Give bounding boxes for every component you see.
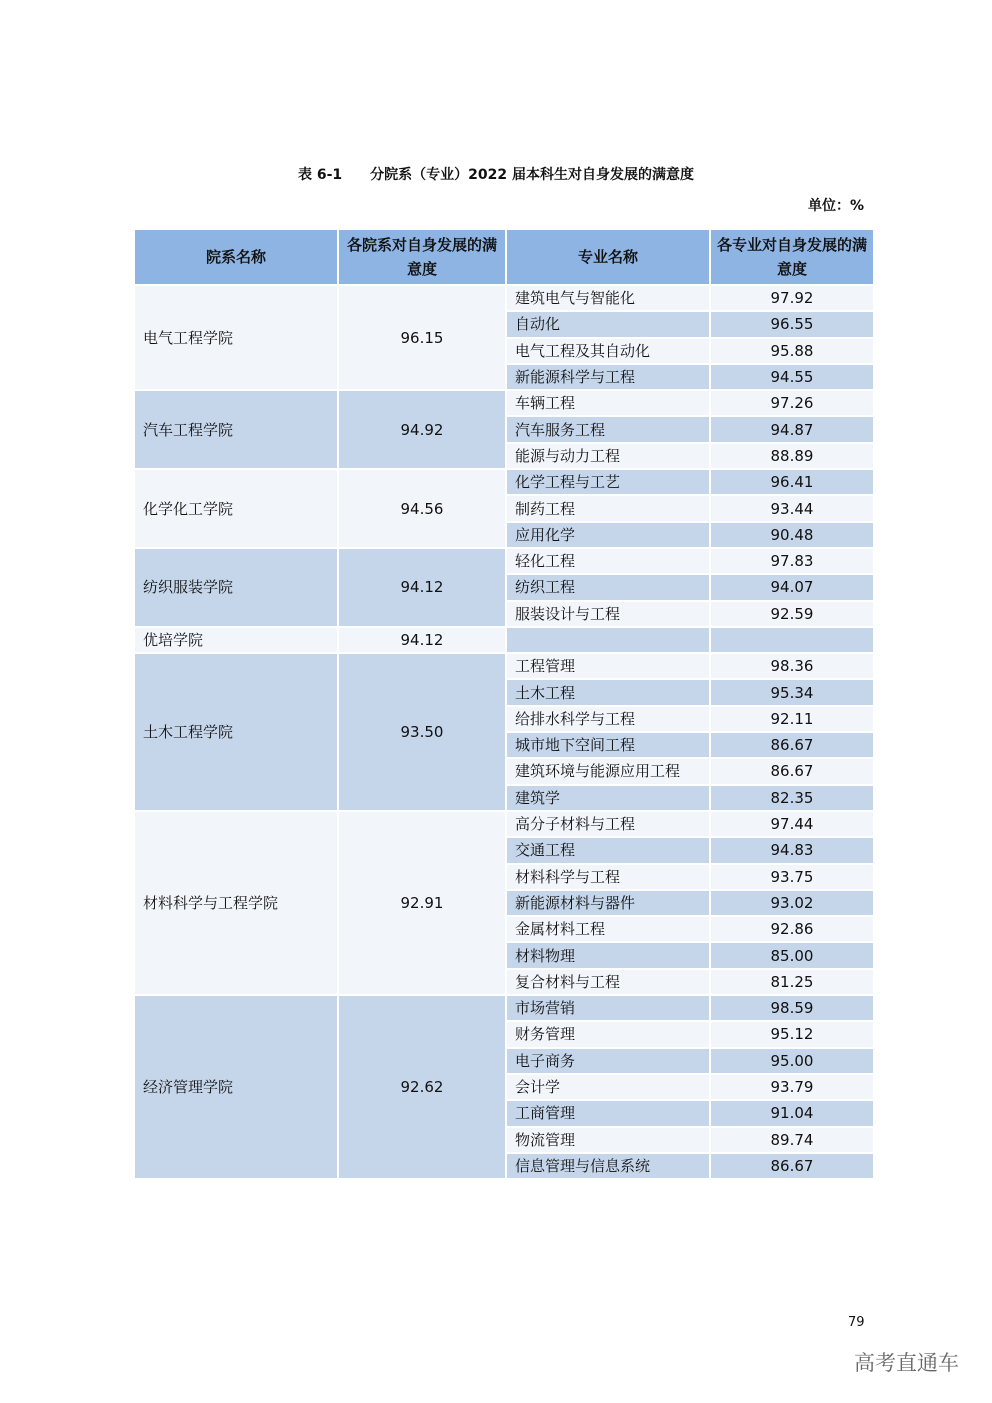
major-satisfaction-cell: 97.83 [710, 548, 874, 574]
major-name-cell: 新能源科学与工程 [506, 364, 710, 390]
major-name-cell: 材料物理 [506, 942, 710, 968]
major-satisfaction-cell: 92.86 [710, 916, 874, 942]
major-name-cell: 城市地下空间工程 [506, 732, 710, 758]
major-name-cell: 信息管理与信息系统 [506, 1153, 710, 1179]
major-name-cell: 电子商务 [506, 1048, 710, 1074]
college-name-cell: 材料科学与工程学院 [134, 811, 338, 995]
major-satisfaction-cell: 97.44 [710, 811, 874, 837]
major-name-cell: 复合材料与工程 [506, 969, 710, 995]
major-satisfaction-cell: 86.67 [710, 1153, 874, 1179]
major-satisfaction-cell: 81.25 [710, 969, 874, 995]
major-name-cell: 纺织工程 [506, 574, 710, 600]
major-name-cell: 给排水科学与工程 [506, 706, 710, 732]
major-satisfaction-cell: 96.41 [710, 469, 874, 495]
major-satisfaction-cell: 95.12 [710, 1021, 874, 1047]
major-name-cell: 材料科学与工程 [506, 864, 710, 890]
major-satisfaction-cell: 97.92 [710, 285, 874, 311]
table-number: 表 6-1 [297, 167, 343, 183]
table-row [134, 811, 874, 837]
major-name-cell: 轻化工程 [506, 548, 710, 574]
table-row [134, 653, 874, 679]
major-name-cell: 高分子材料与工程 [506, 811, 710, 837]
college-satisfaction-cell: 93.50 [338, 653, 506, 811]
college-satisfaction-cell: 94.92 [338, 390, 506, 469]
major-name-cell: 会计学 [506, 1074, 710, 1100]
major-satisfaction-cell: 94.83 [710, 837, 874, 863]
major-name-cell: 交通工程 [506, 837, 710, 863]
major-name-cell: 建筑学 [506, 785, 710, 811]
college-satisfaction-cell: 96.15 [338, 285, 506, 390]
header-college-name: 院系名称 [134, 229, 338, 285]
college-satisfaction-cell: 94.56 [338, 469, 506, 548]
college-name-cell: 化学化工学院 [134, 469, 338, 548]
major-name-cell: 市场营销 [506, 995, 710, 1021]
watermark: 高考直通车 [854, 1351, 959, 1375]
major-name-cell: 应用化学 [506, 522, 710, 548]
major-name-cell: 建筑电气与智能化 [506, 285, 710, 311]
major-satisfaction-cell: 82.35 [710, 785, 874, 811]
table-row [134, 995, 874, 1021]
college-satisfaction-cell: 92.62 [338, 995, 506, 1179]
major-name-cell: 物流管理 [506, 1127, 710, 1153]
major-satisfaction-cell: 88.89 [710, 443, 874, 469]
major-satisfaction-cell: 91.04 [710, 1100, 874, 1126]
major-satisfaction-cell: 93.79 [710, 1074, 874, 1100]
header-major-name: 专业名称 [506, 229, 710, 285]
college-name-cell: 纺织服装学院 [134, 548, 338, 627]
major-satisfaction-cell: 95.00 [710, 1048, 874, 1074]
major-satisfaction-cell: 97.26 [710, 390, 874, 416]
page-number: 79 [848, 1315, 865, 1330]
header-major-satisfaction: 各专业对自身发展的满意度 [710, 229, 874, 285]
major-satisfaction-cell: 86.67 [710, 732, 874, 758]
major-satisfaction-cell [710, 627, 874, 653]
major-satisfaction-cell: 94.55 [710, 364, 874, 390]
major-name-cell: 制药工程 [506, 495, 710, 521]
table-caption [0, 164, 992, 186]
major-satisfaction-cell: 98.36 [710, 653, 874, 679]
major-satisfaction-cell: 86.67 [710, 758, 874, 784]
table-row [134, 285, 874, 311]
major-satisfaction-cell: 90.48 [710, 522, 874, 548]
major-name-cell: 工程管理 [506, 653, 710, 679]
major-name-cell: 土木工程 [506, 679, 710, 705]
college-name-cell: 土木工程学院 [134, 653, 338, 811]
major-name-cell: 工商管理 [506, 1100, 710, 1126]
major-name-cell: 新能源材料与器件 [506, 890, 710, 916]
major-name-cell: 金属材料工程 [506, 916, 710, 942]
major-satisfaction-cell: 93.44 [710, 495, 874, 521]
major-satisfaction-cell: 92.59 [710, 601, 874, 627]
major-satisfaction-cell: 94.07 [710, 574, 874, 600]
table-title: 分院系（专业）2022 届本科生对自身发展的满意度 [370, 167, 694, 183]
major-name-cell: 建筑环境与能源应用工程 [506, 758, 710, 784]
college-name-cell: 汽车工程学院 [134, 390, 338, 469]
table-row [134, 469, 874, 495]
table-body [134, 285, 874, 1179]
satisfaction-table [133, 228, 875, 1180]
major-name-cell: 化学工程与工艺 [506, 469, 710, 495]
major-name-cell: 电气工程及其自动化 [506, 338, 710, 364]
major-satisfaction-cell: 95.34 [710, 679, 874, 705]
college-name-cell: 经济管理学院 [134, 995, 338, 1179]
major-name-cell: 汽车服务工程 [506, 416, 710, 442]
table-header-row [134, 229, 874, 285]
college-satisfaction-cell: 92.91 [338, 811, 506, 995]
table-row [134, 390, 874, 416]
table-row [134, 548, 874, 574]
college-satisfaction-cell: 94.12 [338, 627, 506, 653]
header-college-satisfaction: 各院系对自身发展的满意度 [338, 229, 506, 285]
major-satisfaction-cell: 93.75 [710, 864, 874, 890]
major-name-cell: 财务管理 [506, 1021, 710, 1047]
major-satisfaction-cell: 89.74 [710, 1127, 874, 1153]
table-row [134, 627, 874, 653]
major-satisfaction-cell: 98.59 [710, 995, 874, 1021]
major-name-cell: 自动化 [506, 311, 710, 337]
college-satisfaction-cell: 94.12 [338, 548, 506, 627]
major-satisfaction-cell: 95.88 [710, 338, 874, 364]
major-satisfaction-cell: 96.55 [710, 311, 874, 337]
college-name-cell: 电气工程学院 [134, 285, 338, 390]
major-satisfaction-cell: 92.11 [710, 706, 874, 732]
major-name-cell: 车辆工程 [506, 390, 710, 416]
college-name-cell: 优培学院 [134, 627, 338, 653]
major-satisfaction-cell: 85.00 [710, 942, 874, 968]
major-name-cell: 服装设计与工程 [506, 601, 710, 627]
major-satisfaction-cell: 94.87 [710, 416, 874, 442]
major-name-cell [506, 627, 710, 653]
major-satisfaction-cell: 93.02 [710, 890, 874, 916]
major-name-cell: 能源与动力工程 [506, 443, 710, 469]
unit-label: 单位：% [807, 198, 864, 214]
